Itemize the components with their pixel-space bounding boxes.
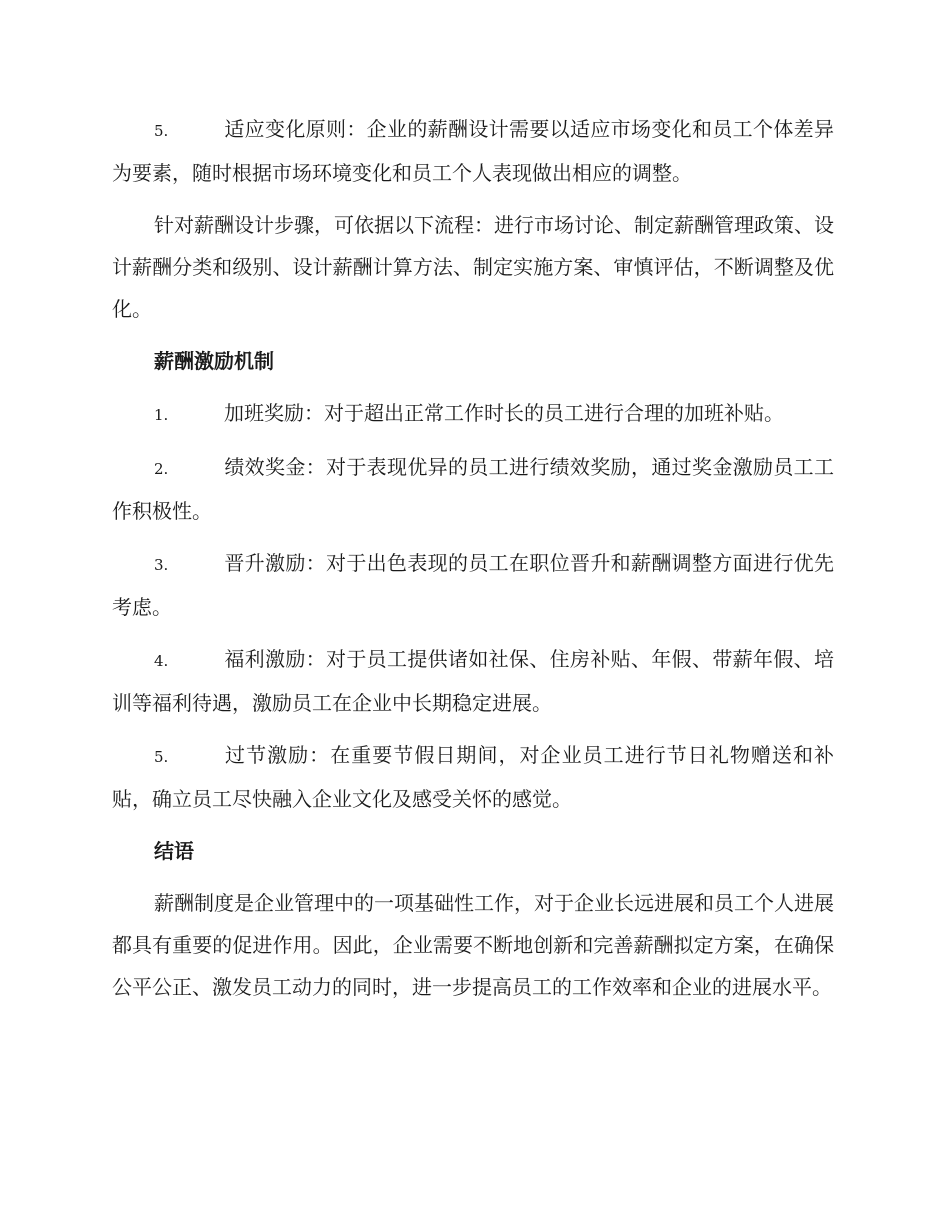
- list-number: 5.: [154, 122, 169, 140]
- document-page: [112, 108, 834, 1018]
- list-text: 适应变化原则：企业的薪酬设计需要以适应市场变化和员工个体差异为要素，随时根据市场环境变化和员工个人表现做出相应的调整。: [112, 117, 834, 185]
- list-item: [112, 446, 834, 532]
- section-heading-incentive: 薪酬激励机制: [154, 349, 274, 373]
- list-number: 3.: [154, 556, 169, 574]
- list-text: 晋升激励：对于出色表现的员工在职位晋升和薪酬调整方面进行优先考虑。: [112, 551, 834, 619]
- list-number: 4.: [154, 652, 169, 670]
- conclusion-paragraph: 薪酬制度是企业管理中的一项基础性工作，对于企业长远进展和员工个人进展都具有重要的促进作用。因此，企业需要不断地创新和完善薪酬拟定方案，在确保公平公正、激发员工动力的同时，进一步提高员工的工作效率和企业的进展水平。: [112, 891, 834, 999]
- list-text: 过节激励：在重要节假日期间，对企业员工进行节日礼物赠送和补贴，确立员工尽快融入企业文化及感受关怀的感觉。: [112, 743, 834, 811]
- section-heading-conclusion: 结语: [154, 839, 194, 863]
- list-text: 绩效奖金：对于表现优异的员工进行绩效奖励，通过奖金激励员工工作积极性。: [112, 455, 834, 523]
- list-number: 5.: [154, 748, 169, 766]
- list-item-adapt-principle: [112, 108, 834, 194]
- design-steps-paragraph: 针对薪酬设计步骤，可依据以下流程：进行市场讨论、制定薪酬管理政策、设计薪酬分类和级别、设计薪酬计算方法、制定实施方案、审慎评估，不断调整及优化。: [112, 213, 834, 321]
- list-item: [112, 638, 834, 724]
- list-item: [112, 734, 834, 820]
- list-number: 1.: [154, 406, 169, 424]
- list-text: 福利激励：对于员工提供诸如社保、住房补贴、年假、带薪年假、培训等福利待遇，激励员工在企业中长期稳定进展。: [112, 647, 834, 715]
- list-text: 加班奖励：对于超出正常工作时长的员工进行合理的加班补贴。: [224, 401, 784, 425]
- list-number: 2.: [154, 460, 169, 478]
- list-item: [112, 392, 834, 436]
- list-item: [112, 542, 834, 628]
